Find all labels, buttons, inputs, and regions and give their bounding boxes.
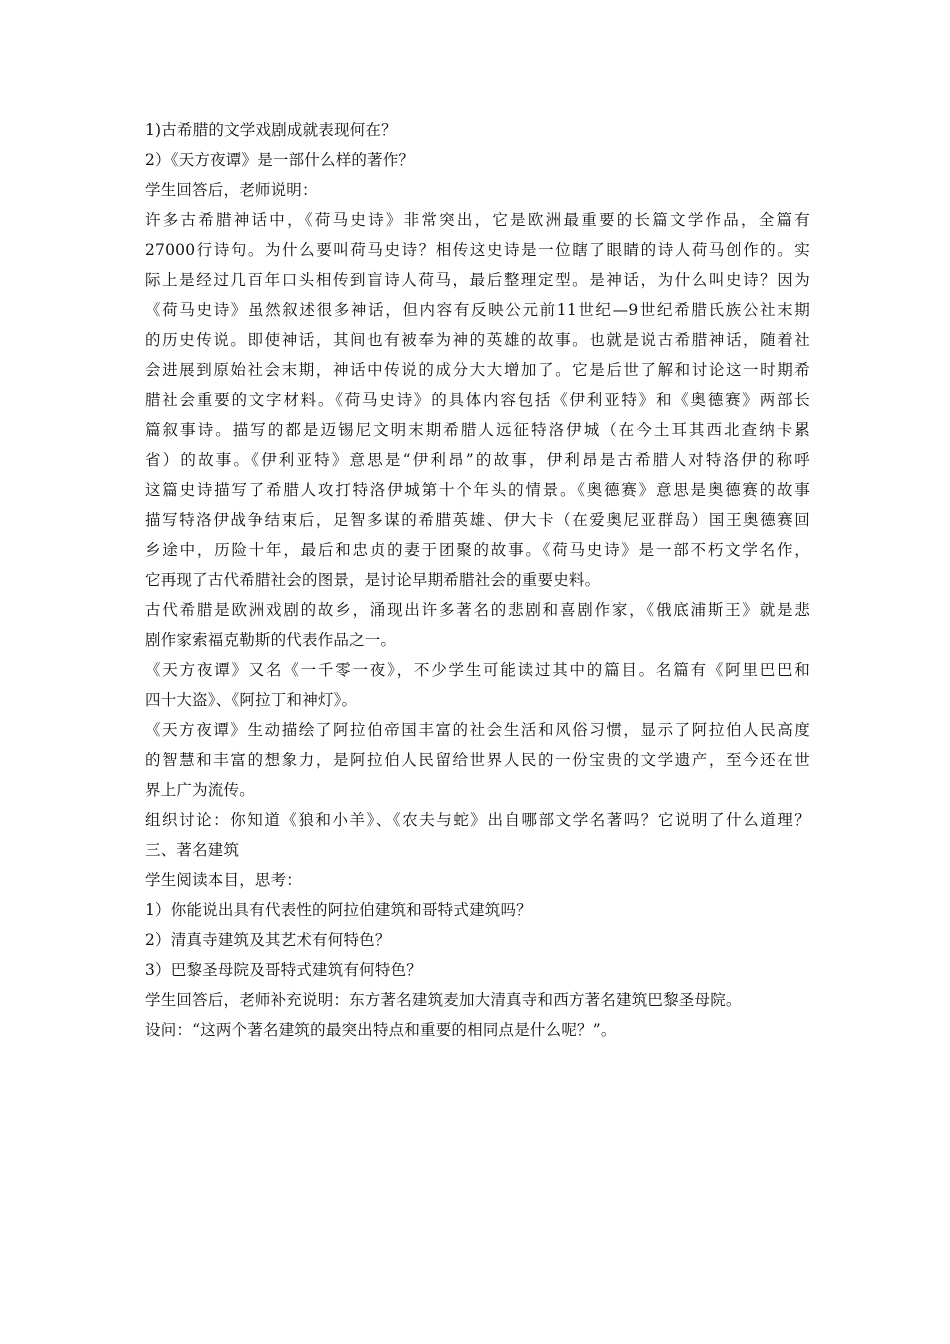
text-line: 腊社会重要的文字材料。《荷马史诗》的具体内容包括《伊利亚特》和《奥德赛》两部长 [145, 391, 810, 409]
text-line: 的智慧和丰富的想象力，是阿拉伯人民留给世界人民的一份宝贵的文学遗产，至今还在世 [145, 751, 810, 769]
text-line: 设问：“这两个著名建筑的最突出特点和重要的相同点是什么呢？”。 [145, 1021, 617, 1039]
text-line: 篇叙事诗。描写的都是迈锡尼文明末期希腊人远征特洛伊城（在今土耳其西北查纳卡累 [145, 421, 810, 439]
text-line: 剧作家索福克勒斯的代表作品之一。 [145, 631, 397, 649]
text-line: 1)古希腊的文学戏剧成就表现何在？ [145, 121, 397, 139]
text-line: 学生回答后，老师补充说明：东方著名建筑麦加大清真寺和西方著名建筑巴黎圣母院。 [145, 991, 742, 1009]
text-line: 《天方夜谭》生动描绘了阿拉伯帝国丰富的社会生活和风俗习惯，显示了阿拉伯人民高度 [145, 721, 810, 739]
text-line: 27000行诗句。为什么要叫荷马史诗？相传这史诗是一位瞎了眼睛的诗人荷马创作的。实 [145, 241, 810, 259]
text-line: 这篇史诗描写了希腊人攻打特洛伊城第十个年头的情景。《奥德赛》意思是奥德赛的故事 [145, 481, 810, 499]
text-line: 会进展到原始社会末期，神话中传说的成分大大增加了。它是后世了解和讨论这一时期希 [145, 361, 810, 379]
text-line: 2）《天方夜谭》是一部什么样的著作？ [145, 151, 415, 169]
text-line: 四十大盗》、《阿拉丁和神灯》。 [145, 691, 358, 709]
text-line: 学生回答后，老师说明： [145, 181, 318, 199]
text-line: 的历史传说。即使神话，其间也有被奉为神的英雄的故事。也就是说古希腊神话，随着社 [145, 331, 810, 349]
text-line: 1）你能说出具有代表性的阿拉伯建筑和哥特式建筑吗？ [145, 901, 532, 919]
text-line: 际上是经过几百年口头相传到盲诗人荷马，最后整理定型。是神话，为什么叫史诗？因为 [145, 271, 810, 289]
text-line: 组织讨论：你知道《狼和小羊》、《农夫与蛇》出自哪部文学名著吗？它说明了什么道理？ [145, 811, 810, 829]
text-line: 学生阅读本目，思考： [145, 871, 303, 889]
text-line: 它再现了古代希腊社会的图景，是讨论早期希腊社会的重要史料。 [145, 571, 601, 589]
text-line: 许多古希腊神话中，《荷马史诗》非常突出，它是欧洲最重要的长篇文学作品，全篇有 [145, 211, 810, 229]
text-line: 乡途中，历险十年，最后和忠贞的妻于团聚的故事。《荷马史诗》是一部不朽文学名作， [145, 541, 810, 559]
text-line: 古代希腊是欧洲戏剧的故乡，涌现出许多著名的悲剧和喜剧作家，《俄底浦斯王》就是悲 [145, 601, 810, 619]
text-line: 描写特洛伊战争结束后，足智多谋的希腊英雄、伊大卡（在爱奥尼亚群岛）国王奥德赛回 [145, 511, 810, 529]
text-line: 《天方夜谭》又名《一千零一夜》，不少学生可能读过其中的篇目。名篇有《阿里巴巴和 [145, 661, 810, 679]
text-line: 3）巴黎圣母院及哥特式建筑有何特色？ [145, 961, 422, 979]
text-line: 三、著名建筑 [145, 841, 240, 859]
document-page [145, 115, 810, 1045]
text-line: 2）清真寺建筑及其艺术有何特色？ [145, 931, 391, 949]
text-line: 省）的故事。《伊利亚特》意思是“伊利昂”的故事，伊利昂是古希腊人对特洛伊的称呼 [145, 451, 810, 469]
text-line: 界上广为流传。 [145, 781, 255, 799]
text-line: 《荷马史诗》虽然叙述很多神话，但内容有反映公元前11世纪—9世纪希腊氏族公社末期 [145, 301, 810, 319]
